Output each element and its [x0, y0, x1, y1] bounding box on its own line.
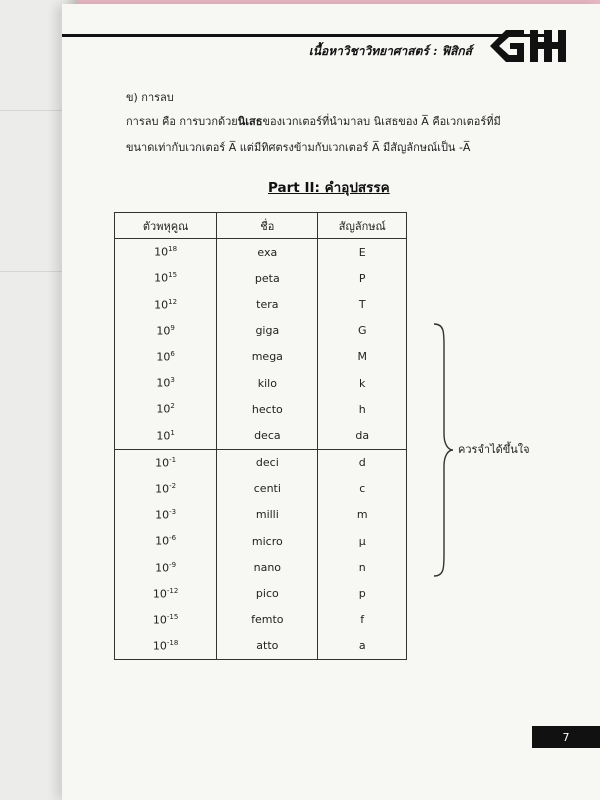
factor-cell	[115, 502, 217, 528]
factor-base: 10	[154, 272, 169, 286]
factor-base: 10	[152, 613, 167, 627]
table-row	[115, 422, 407, 449]
table-row	[115, 580, 407, 606]
prefix-name-cell: peta	[217, 265, 318, 291]
prefix-name-cell: atto	[217, 633, 318, 660]
factor-base: 10	[155, 456, 170, 470]
table-row	[115, 396, 407, 422]
factor-exponent: 3	[170, 376, 175, 385]
prefix-symbol-cell: f	[318, 607, 407, 633]
factor-exponent: -18	[166, 639, 179, 648]
table-header-row	[115, 213, 407, 239]
prefix-symbol-cell: n	[318, 554, 407, 580]
curly-brace-icon	[432, 322, 454, 578]
prefix-symbol-cell: T	[318, 291, 407, 317]
factor-cell	[115, 528, 217, 554]
paragraph-text: ของเวกเตอร์ที่นำมาลบ นิเสธของ A̅ คือเวกเตอร์ที่มี	[262, 115, 501, 128]
prefix-symbol-cell: E	[318, 239, 407, 266]
factor-cell	[115, 239, 217, 266]
paragraph-text: การลบ คือ การบวกด้วย	[126, 115, 238, 128]
subtraction-heading: ข) การลบ	[126, 91, 174, 104]
column-header-symbol: สัญลักษณ์	[318, 213, 407, 239]
page-number: 7	[532, 726, 600, 748]
factor-exponent: 15	[168, 271, 178, 280]
factor-exponent: -9	[169, 560, 177, 569]
brace-note: ควรจำได้ขึ้นใจ	[458, 443, 530, 456]
prefix-symbol-cell: a	[318, 633, 407, 660]
table-row	[115, 528, 407, 554]
factor-exponent: -3	[169, 508, 177, 517]
table-row	[115, 344, 407, 370]
factor-base: 10	[155, 508, 170, 522]
prefix-name-cell: mega	[217, 344, 318, 370]
prefix-name-cell: nano	[217, 554, 318, 580]
prefix-name-cell: hecto	[217, 396, 318, 422]
prefix-symbol-cell: m	[318, 502, 407, 528]
factor-exponent: 18	[168, 245, 178, 254]
column-header-factor: ตัวพหุคูณ	[115, 213, 217, 239]
factor-cell	[115, 476, 217, 502]
factor-exponent: 12	[168, 297, 178, 306]
column-header-name: ชื่อ	[217, 213, 318, 239]
prefix-name-cell: femto	[217, 607, 318, 633]
prefix-name-cell: micro	[217, 528, 318, 554]
factor-cell	[115, 265, 217, 291]
prefix-name-cell: kilo	[217, 370, 318, 396]
header-title: เนื้อหาวิชาวิทยาศาสตร์ : ฟิสิกส์	[308, 44, 472, 58]
factor-cell	[115, 422, 217, 449]
factor-base: 10	[152, 587, 167, 601]
factor-base: 10	[155, 534, 170, 548]
factor-cell	[115, 344, 217, 370]
table-row	[115, 291, 407, 317]
table-row	[115, 265, 407, 291]
factor-cell	[115, 396, 217, 422]
gat-logo-icon	[486, 24, 580, 68]
factor-exponent: -2	[169, 481, 177, 490]
prefix-symbol-cell: μ	[318, 528, 407, 554]
table-row	[115, 239, 407, 266]
table-row	[115, 370, 407, 396]
factor-exponent: 9	[170, 323, 175, 332]
document-page	[62, 4, 600, 800]
factor-cell	[115, 318, 217, 344]
prefix-name-cell: milli	[217, 502, 318, 528]
factor-exponent: 2	[170, 402, 175, 411]
prefix-symbol-cell: c	[318, 476, 407, 502]
factor-cell	[115, 291, 217, 317]
factor-base: 10	[154, 245, 169, 259]
prefix-name-cell: centi	[217, 476, 318, 502]
prefix-name-cell: tera	[217, 291, 318, 317]
prefix-symbol-cell: da	[318, 422, 407, 449]
factor-exponent: 6	[170, 350, 175, 359]
prefix-symbol-cell: p	[318, 580, 407, 606]
table-row	[115, 633, 407, 660]
factor-cell	[115, 633, 217, 660]
prefix-symbol-cell: k	[318, 370, 407, 396]
factor-cell	[115, 554, 217, 580]
factor-base: 10	[154, 298, 169, 312]
factor-cell	[115, 449, 217, 476]
part-title: Part II: คำอุปสรรค	[268, 180, 390, 196]
factor-base: 10	[156, 324, 171, 338]
prefix-symbol-cell: G	[318, 318, 407, 344]
factor-exponent: -12	[166, 586, 179, 595]
table-row	[115, 449, 407, 476]
prefix-symbol-cell: P	[318, 265, 407, 291]
paragraph-line-1	[126, 112, 501, 130]
prefix-symbol-cell: d	[318, 449, 407, 476]
factor-base: 10	[156, 376, 171, 390]
factor-base: 10	[152, 639, 167, 653]
prefix-name-cell: giga	[217, 318, 318, 344]
prefix-name-cell: deca	[217, 422, 318, 449]
factor-base: 10	[156, 403, 171, 417]
factor-cell	[115, 580, 217, 606]
table-row	[115, 502, 407, 528]
factor-exponent: -6	[169, 534, 177, 543]
bold-term: นิเสธ	[237, 115, 263, 128]
prefix-name-cell: deci	[217, 449, 318, 476]
factor-base: 10	[155, 482, 170, 496]
table-row	[115, 554, 407, 580]
factor-exponent: -15	[166, 612, 179, 621]
prefix-name-cell: pico	[217, 580, 318, 606]
factor-exponent: 1	[170, 428, 175, 437]
factor-base: 10	[156, 429, 171, 443]
factor-cell	[115, 370, 217, 396]
table-row	[115, 318, 407, 344]
prefix-name-cell: exa	[217, 239, 318, 266]
factor-base: 10	[155, 561, 170, 575]
table-row	[115, 607, 407, 633]
prefix-table	[114, 212, 407, 660]
table-row	[115, 476, 407, 502]
factor-exponent: -1	[169, 455, 177, 464]
prefix-symbol-cell: h	[318, 396, 407, 422]
factor-base: 10	[156, 350, 171, 364]
prefix-symbol-cell: M	[318, 344, 407, 370]
header-rule	[62, 34, 548, 37]
factor-cell	[115, 607, 217, 633]
paragraph-line-2: ขนาดเท่ากับเวกเตอร์ A̅ แต่มีทิศตรงข้ามกับเวกเตอร์ A̅ มีสัญลักษณ์เป็น -A̅	[126, 141, 471, 154]
